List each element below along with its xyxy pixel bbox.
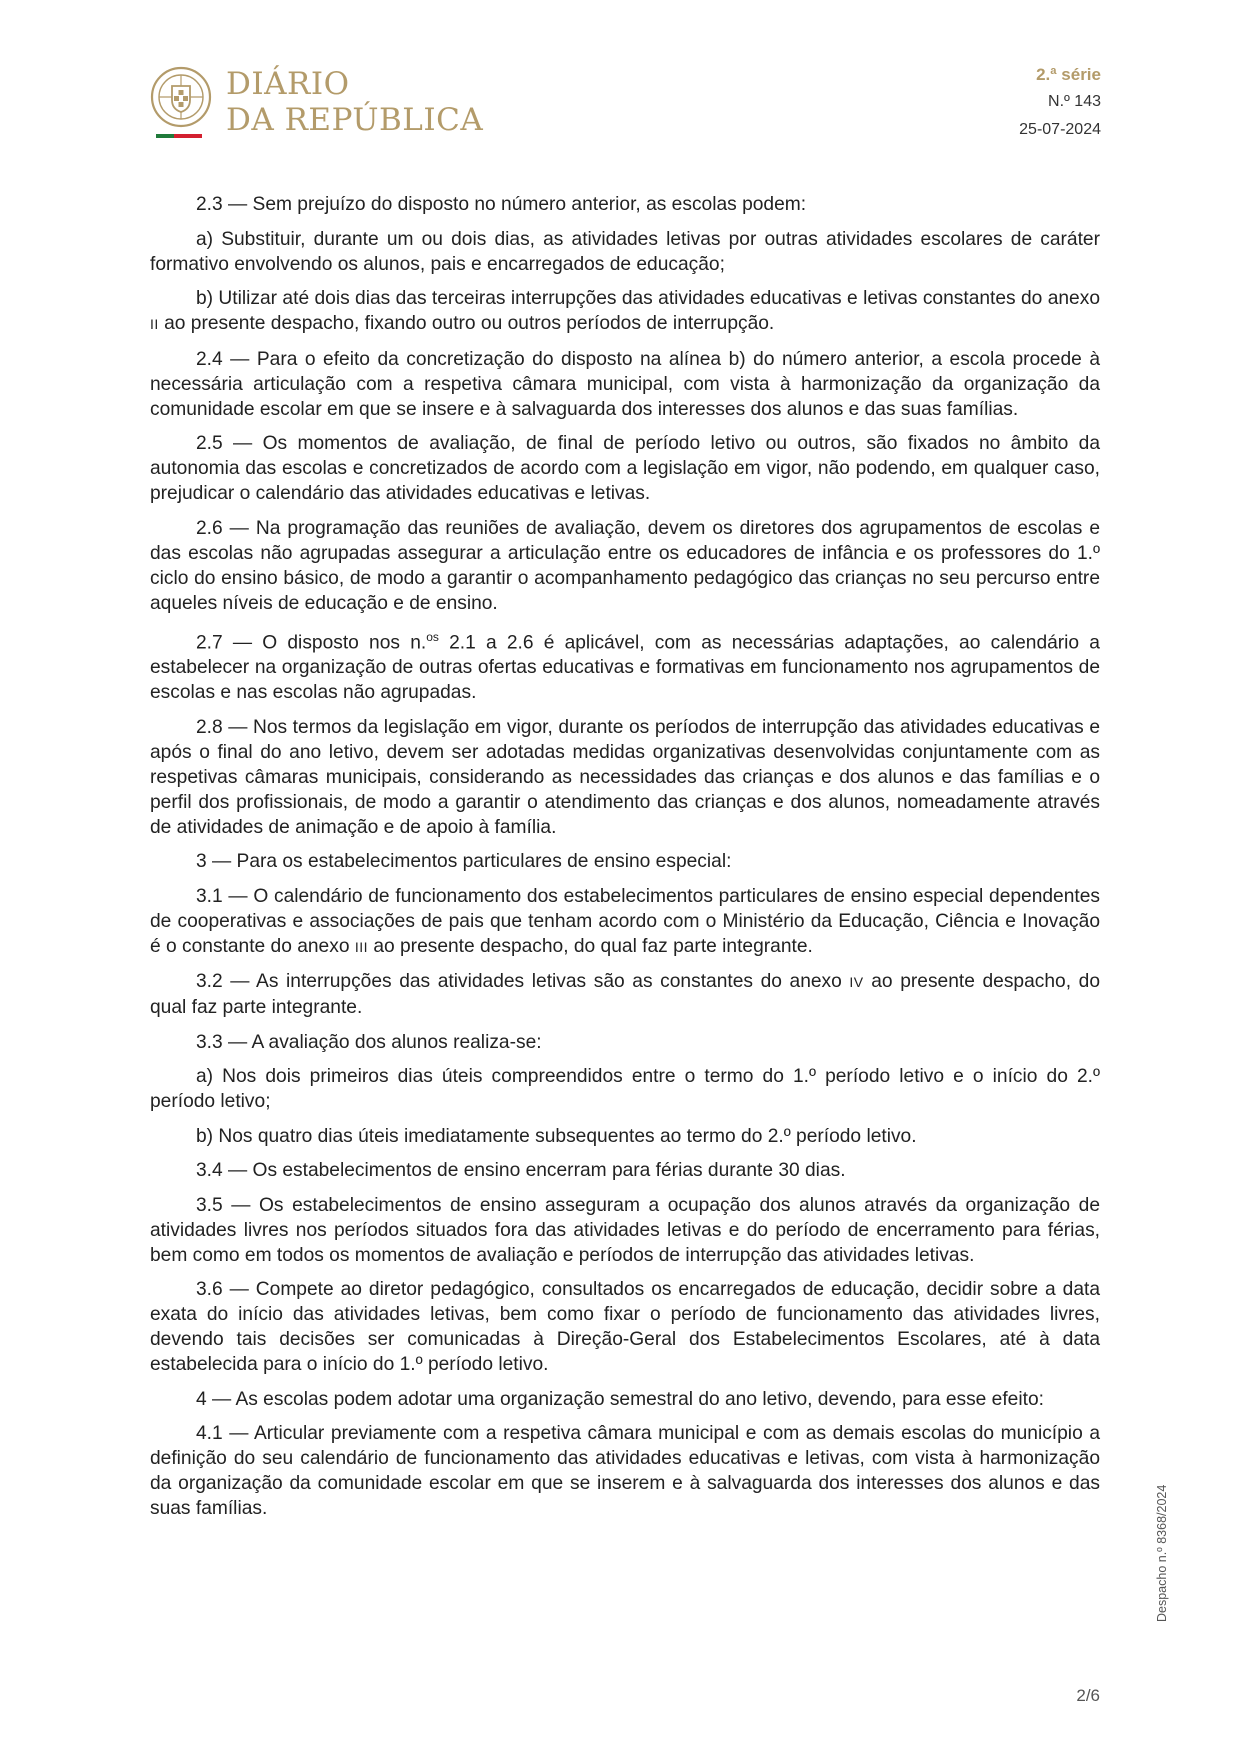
series-label: 2.ª série	[1036, 65, 1101, 84]
text-span: 2.7 — O disposto nos n.	[196, 632, 427, 654]
roman-numeral: II	[150, 316, 159, 332]
paragraph-3-4: 3.4 — Os estabelecimentos de ensino encerram para férias durante 30 dias.	[196, 1160, 846, 1182]
despacho-side-note: Despacho n.º 8368/2024	[1155, 1484, 1169, 1622]
paragraph-2-8: 2.8 — Nos termos da legislação em vigor, durante os períodos de interrupção das atividades educativas e após o final do ano letivo, devem ser adotadas medidas organizativas desenvolvidas conjuntamente com as respetivas câmaras municipais, considerando as necessidades das crianças e dos alunos e das famílias e o perfil dos profissionais, de modo a garantir o atendimento das crianças e dos alunos, nomeadamente através de atividades de animação e de apoio à família.	[150, 716, 1100, 838]
paragraph-3-5: 3.5 — Os estabelecimentos de ensino asseguram a ocupação dos alunos através da organização de atividades livres nos períodos situados fora das atividades letivas e do período de encerramento para férias, bem como em todos os momentos de avaliação e períodos de interrupção das atividades letivas.	[150, 1194, 1100, 1266]
paragraph-2-4: 2.4 — Para o efeito da concretização do disposto na alínea b) do número anterior, a escola procede à necessária articulação com a respetiva câmara municipal, com vista à harmonização da organização da comunidade escolar em que se insere e à salvaguarda dos interesses dos alunos e das suas famílias.	[150, 348, 1100, 420]
paragraph-3-3: 3.3 — A avaliação dos alunos realiza-se:	[196, 1031, 542, 1053]
paragraph-3-2	[150, 969, 1100, 1020]
paragraph-2-3-a: a) Substituir, durante um ou dois dias, as atividades letivas por outras atividades escolares de caráter formativo envolvendo os alunos, pais e encarregados de educação;	[150, 228, 1100, 275]
paragraph-3-3-b: b) Nos quatro dias úteis imediatamente subsequentes ao termo do 2.º período letivo.	[196, 1125, 917, 1147]
text-span: 3.2 — As interrupções das atividades letivas são as constantes do anexo	[196, 971, 850, 993]
text-span: b) Utilizar até dois dias das terceiras interrupções das atividades educativas e letivas constantes do anexo	[196, 288, 1100, 309]
issue-number: N.º 143	[1048, 93, 1101, 110]
paragraph-4: 4 — As escolas podem adotar uma organização semestral do ano letivo, devendo, para esse efeito:	[196, 1388, 1044, 1410]
paragraph-3-6: 3.6 — Compete ao diretor pedagógico, consultados os encarregados de educação, decidir sobre a data exata do início das atividades letivas, bem como fixar o período de funcionamento das atividades livres, devendo tais decisões ser comunicadas à Direção-Geral dos Estabelecimentos Escolares, até à data estabelecida para o início do 1.º período letivo.	[150, 1279, 1100, 1376]
superscript: os	[426, 630, 439, 644]
paragraph-2-6: 2.6 — Na programação das reuniões de avaliação, devem os diretores dos agrupamentos de escolas e das escolas não agrupadas assegurar a articulação entre os educadores de infância e os professores do 1.º ciclo do ensino básico, de modo a garantir o acompanhamento pedagógico das crianças no seu percurso entre aqueles níveis de educação e de ensino.	[150, 517, 1100, 614]
paragraph-4-1: 4.1 — Articular previamente com a respetiva câmara municipal e com as demais escolas do município a definição do seu calendário de funcionamento das atividades educativas e letivas, com vista à harmonização da organização da comunidade escolar em que se inserem e à salvaguarda dos interesses dos alunos e das suas famílias.	[150, 1423, 1100, 1520]
diario-republica-logo	[150, 66, 484, 142]
document-body	[150, 192, 1100, 1531]
logo-wordmark	[226, 66, 483, 138]
paragraph-2-7	[150, 625, 1100, 705]
logo-line-2: DA REPÚBLICA	[226, 102, 484, 138]
paragraph-2-3: 2.3 — Sem prejuízo do disposto no número anterior, as escolas podem:	[196, 194, 807, 215]
text-span: ao presente despacho, fixando outro ou outros períodos de interrupção.	[158, 313, 775, 334]
paragraph-3-3-a: a) Nos dois primeiros dias úteis compreendidos entre o termo do 1.º período letivo e o início do 2.º período letivo;	[150, 1066, 1100, 1113]
paragraph-3: 3 — Para os estabelecimentos particulares de ensino especial:	[196, 851, 732, 873]
issue-date: 25-07-2024	[1019, 121, 1101, 138]
issue-info	[1019, 62, 1101, 144]
flag-stripe	[156, 134, 202, 138]
text-span: ao presente despacho, do qual faz parte integrante.	[150, 971, 1100, 1019]
roman-numeral: IV	[849, 974, 864, 991]
logo-line-1: DIÁRIO	[226, 66, 350, 102]
coat-of-arms-icon	[150, 66, 212, 128]
paragraph-2-3-b	[150, 286, 1100, 337]
paragraph-3-1	[150, 884, 1100, 960]
text-span: ao presente despacho, do qual faz parte integrante.	[368, 935, 813, 957]
roman-numeral: III	[354, 938, 368, 955]
text-span: 3.1 — O calendário de funcionamento dos estabelecimentos particulares de ensino especial dependentes de cooperativas e associações de pais que tenham acordo com o Ministério da Educação, Ciência e Inovação é o constante do anexo	[150, 885, 1100, 957]
text-span: 2.1 a 2.6 é aplicável, com as necessárias adaptações, ao calendário a estabelecer na organização de outras ofertas educativas e formativas em funcionamento nos agrupamentos de escolas e nas escolas não agrupadas.	[150, 632, 1100, 704]
paragraph-2-5: 2.5 — Os momentos de avaliação, de final de período letivo ou outros, são fixados no âmbito da autonomia das escolas e concretizados de acordo com a legislação em vigor, não podendo, em qualquer caso, prejudicar o calendário das atividades educativas e letivas.	[150, 433, 1100, 504]
page-number: 2/6	[1076, 1686, 1100, 1705]
